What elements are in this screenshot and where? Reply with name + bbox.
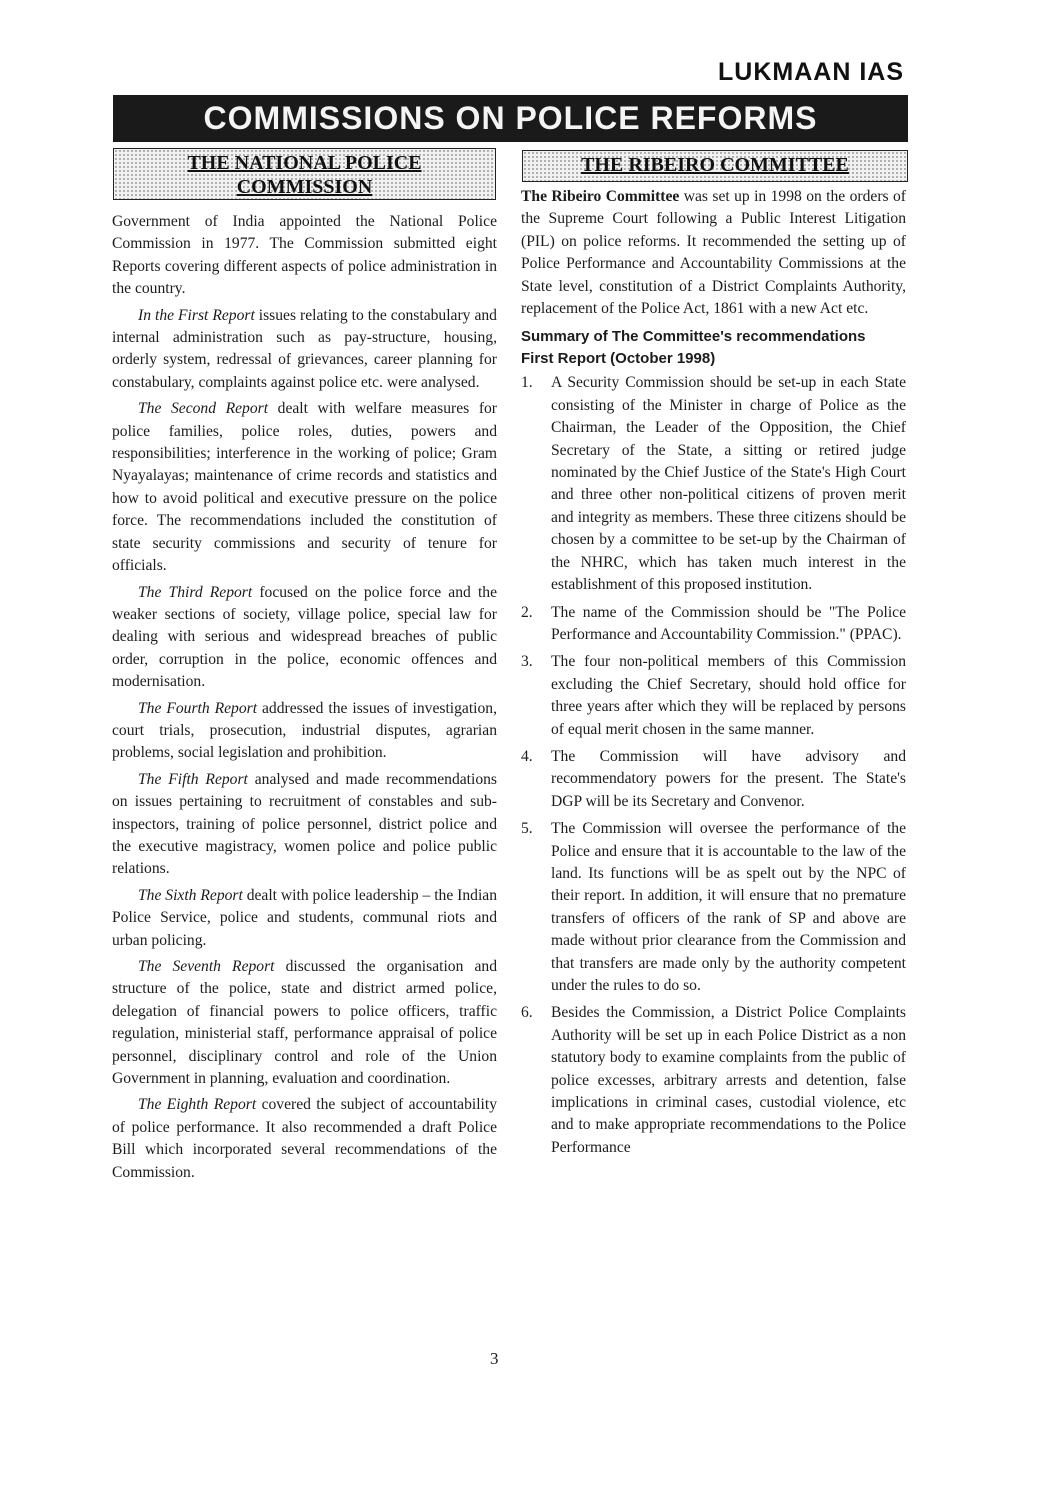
ribeiro-heading: THE RIBEIRO COMMITTEE xyxy=(581,154,849,176)
item-number: 1. xyxy=(521,374,533,392)
report-text: analysed and made recommendations on issues pertaining to recruitment of constables and sub-inspectors, training of police personnel, district police and the executive magistracy, women police and police public relations. xyxy=(112,770,497,878)
npc-intro-paragraph: Government of India appointed the National Police Commission in 1977. The Commission submitted eight Reports covering different aspects of police administration in the country. xyxy=(112,213,497,298)
item-text: The Commission will oversee the performance of the Police and ensure that it is accountable to the law of the land. Its functions will be as spelt out by the NPC of their report. In addition, it will ensure that no premature transfers of officers of the rank of SP and above are made without prior clearance from the Commission and that transfers are made only by the authority competent under the rules to do so. xyxy=(551,820,906,994)
report-paragraph xyxy=(112,956,497,1090)
item-text: Besides the Commission, a District Police Complaints Authority will be set up in each Police District as a non statutory body to examine complaints from the public of police excesses, arbitrary arrests and detention, false implications in criminal cases, custodial violence, etc and to make appropriate recommendations to the Police Performance xyxy=(551,1004,906,1156)
first-report-heading: First Report (October 1998) xyxy=(521,350,716,368)
report-paragraph xyxy=(112,885,497,952)
right-column xyxy=(521,186,906,1164)
list-item xyxy=(521,818,906,997)
report-lead: The Sixth Report xyxy=(138,886,243,904)
item-text: A Security Commission should be set-up in each State consisting of the Minister in charge of Police as the Chairman, the Leader of the Opposition, the Chief Secretary of the State, a sitting or retired judge nominated by the Chief Justice of the State's High Court and three other non-political citizens of proven merit and integrity as members. These three citizens should be chosen by a committee to be set-up by the Chairman of the NHRC, which has taken much interest in the establishment of this proposed institution. xyxy=(551,374,906,594)
ribeiro-intro-bold: The Ribeiro Committee xyxy=(521,188,680,205)
report-lead: The Second Report xyxy=(138,400,269,418)
report-text: dealt with police leadership – the Indian Police Service, police and students, communal riots and urban policing. xyxy=(112,886,497,949)
item-text: The name of the Commission should be "The Police Performance and Accountability Commission." (PPAC). xyxy=(551,603,906,643)
list-item xyxy=(521,1002,906,1159)
item-number: 6. xyxy=(521,1004,533,1022)
report-text: covered the subject of accountability of police performance. It also recommended a draft Police Bill which incorporated several recommendations of the Commission. xyxy=(112,1096,497,1181)
report-lead: The Third Report xyxy=(138,583,253,601)
item-number: 2. xyxy=(521,603,533,621)
summary-heading xyxy=(521,326,906,370)
list-item xyxy=(521,372,906,596)
item-number: 5. xyxy=(521,820,533,838)
report-paragraph xyxy=(112,305,497,395)
npc-heading-box xyxy=(113,148,496,200)
item-number: 3. xyxy=(521,653,533,671)
list-item xyxy=(521,651,906,741)
summary-heading-line: Summary of The Committee's recommendations xyxy=(521,328,866,346)
ribeiro-heading-box xyxy=(522,150,908,182)
report-text: addressed the issues of investigation, court trials, prosecution, industrial disputes, agrarian problems, social legislation and prohibition. xyxy=(112,699,497,762)
list-item xyxy=(521,746,906,813)
ribeiro-intro-paragraph xyxy=(521,186,906,320)
report-lead: In the First Report xyxy=(138,306,255,324)
item-text: The Commission will have advisory and recommendatory powers for the present. The State's DGP will be its Secretary and Convenor. xyxy=(551,747,906,810)
recommendations-list xyxy=(521,372,906,1159)
report-lead: The Fifth Report xyxy=(138,770,248,788)
item-text: The four non-political members of this Commission excluding the Chief Secretary, should hold office for three years after which they will be replaced by persons of equal merit chosen in the same manner. xyxy=(551,653,906,738)
brand-logo-text: LUKMAAN IAS xyxy=(718,58,904,86)
report-text: issues relating to the constabulary and internal administration such as pay-structure, housing, orderly system, redressal of grievances, career planning for constabulary, complaints against police etc. were analysed. xyxy=(112,306,497,391)
report-paragraph xyxy=(112,1094,497,1184)
report-text: discussed the organisation and structure of the police, state and district armed police, delegation of financial powers to police officers, traffic regulation, ministerial staff, performance appraisal of police personnel, disciplinary control and role of the Union Government in planning, evaluation and coordination. xyxy=(112,958,497,1088)
report-paragraph xyxy=(112,698,497,765)
report-lead: The Fourth Report xyxy=(138,699,258,717)
page-title-banner xyxy=(113,95,908,142)
report-lead: The Seventh Report xyxy=(138,958,275,975)
report-lead: The Eighth Report xyxy=(138,1096,257,1114)
page-title: COMMISSIONS ON POLICE REFORMS xyxy=(203,100,818,136)
npc-heading-line1: THE NATIONAL POLICE xyxy=(187,152,422,174)
page-number: 3 xyxy=(490,1349,499,1368)
list-item xyxy=(521,602,906,647)
report-paragraph xyxy=(112,582,497,694)
left-column xyxy=(112,211,497,1188)
report-paragraph xyxy=(112,769,497,881)
report-text: focused on the police force and the weaker sections of society, village police, special law for dealing with serious and widespread breaches of public order, corruption in the police, economic offences and modernisation. xyxy=(112,583,497,691)
item-number: 4. xyxy=(521,747,533,765)
ribeiro-intro-text: was set up in 1998 on the orders of the Supreme Court following a Public Interest Litigation (PIL) on police reforms. It recommended the setting up of Police Performance and Accountability Commissions at the State level, constitution of a District Complaints Authority, replacement of the Police Act, 1861 with a new Act etc. xyxy=(521,188,906,318)
npc-heading-line2: COMMISSION xyxy=(236,176,373,198)
report-paragraph xyxy=(112,398,497,577)
report-text: dealt with welfare measures for police families, police roles, duties, powers and responsibilities; interference in the working of police; Gram Nyayalayas; maintenance of crime records and statistics and how to avoid political and executive pressure on the police force. The recommendations included the constitution of state security commissions and security of tenure for officials. xyxy=(112,400,497,575)
